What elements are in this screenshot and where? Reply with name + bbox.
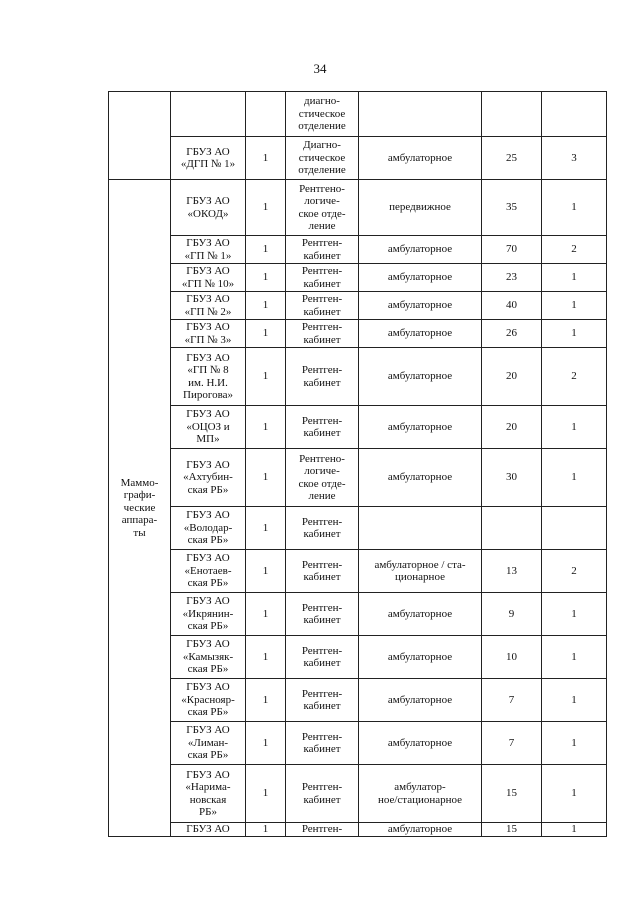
subdivision-cell-text: Рентген- кабинет — [301, 515, 343, 540]
subdivision-cell-text: Рентген- кабинет — [301, 687, 343, 712]
table-row — [109, 679, 607, 722]
subdivision-cell-text: Диагно- стическое отделение — [298, 139, 346, 177]
service-type-cell — [359, 320, 482, 348]
subdivision-cell-text: Рентгено- логиче- ское отде- ление — [298, 182, 346, 232]
qty-cell-text: 1 — [262, 471, 269, 484]
count-cell-text: 1 — [571, 736, 577, 749]
service-type-cell — [359, 679, 482, 722]
qty-cell — [246, 823, 286, 837]
table-row — [109, 765, 607, 823]
count-cell — [542, 264, 607, 292]
org-cell — [171, 722, 246, 765]
count-cell-text: 1 — [571, 271, 577, 284]
service-type-cell-text: амбулаторное — [387, 151, 453, 164]
subdivision-cell — [286, 679, 359, 722]
qty-cell-text: 1 — [262, 151, 269, 164]
service-type-cell-text: амбулаторное — [387, 271, 453, 284]
table-row — [109, 137, 607, 180]
org-cell-text: ГБУЗ АО «Икрянин- ская РБ» — [182, 595, 234, 633]
service-type-cell — [359, 593, 482, 636]
table-row — [109, 236, 607, 264]
count-cell-text: 3 — [571, 151, 577, 164]
org-cell-text: ГБУЗ АО «Енотаев- ская РБ» — [184, 552, 232, 590]
org-cell — [171, 823, 246, 837]
subdivision-cell-text: Рентген- кабинет — [301, 601, 343, 626]
qty-cell — [246, 765, 286, 823]
blank-category-cell — [109, 92, 171, 180]
org-cell-text: ГБУЗ АО «ГП № 1» — [184, 237, 232, 262]
org-cell — [171, 292, 246, 320]
load-cell-text: 13 — [506, 564, 517, 577]
service-type-cell-text: амбулаторное — [387, 650, 453, 663]
qty-cell — [246, 550, 286, 593]
count-cell — [542, 823, 607, 837]
count-cell-text: 1 — [571, 693, 577, 706]
subdivision-cell — [286, 765, 359, 823]
org-cell-text: ГБУЗ АО «ГП № 8 им. Н.И. Пирогова» — [183, 351, 233, 401]
subdivision-cell-text: диагно- стическое отделение — [298, 95, 346, 133]
count-cell — [542, 320, 607, 348]
qty-cell-text: 1 — [262, 327, 269, 340]
org-cell — [171, 449, 246, 507]
count-cell — [542, 236, 607, 264]
load-cell-text: 7 — [508, 693, 515, 706]
service-type-cell-text: амбулаторное — [387, 471, 453, 484]
table-row — [109, 92, 607, 137]
count-cell-text: 1 — [571, 607, 577, 620]
count-cell — [542, 507, 607, 550]
load-cell — [482, 550, 542, 593]
org-cell-text: ГБУЗ АО «Ахтубин- ская РБ» — [183, 458, 233, 496]
count-cell — [542, 765, 607, 823]
org-cell-text: ГБУЗ АО «Камызяк- ская РБ» — [182, 638, 234, 676]
service-type-cell-text: амбулаторное — [387, 420, 453, 433]
org-cell-text: ГБУЗ АО «ОКОД» — [186, 195, 230, 220]
qty-cell — [246, 264, 286, 292]
subdivision-cell — [286, 292, 359, 320]
count-cell — [542, 679, 607, 722]
qty-cell — [246, 236, 286, 264]
subdivision-cell-text: Рентген- кабинет — [301, 730, 343, 755]
subdivision-cell — [286, 406, 359, 449]
org-cell-text: ГБУЗ АО «ГП № 2» — [184, 293, 232, 318]
count-cell-text: 1 — [571, 327, 577, 340]
load-cell — [482, 636, 542, 679]
org-cell — [171, 507, 246, 550]
load-cell — [482, 137, 542, 180]
subdivision-cell — [286, 636, 359, 679]
load-cell-text: 7 — [508, 736, 515, 749]
equipment-table — [108, 91, 607, 837]
category-cell — [109, 180, 171, 837]
qty-cell-text: 1 — [262, 243, 269, 256]
service-type-cell — [359, 722, 482, 765]
qty-cell-text: 1 — [262, 736, 269, 749]
table-row — [109, 320, 607, 348]
org-cell — [171, 180, 246, 236]
table-row — [109, 264, 607, 292]
subdivision-cell — [286, 236, 359, 264]
count-cell-text: 2 — [571, 243, 577, 256]
service-type-cell — [359, 292, 482, 320]
table-row — [109, 823, 607, 837]
count-cell-text: 1 — [571, 201, 577, 214]
org-cell-text: ГБУЗ АО «ГП № 10» — [181, 265, 235, 290]
service-type-cell-text: амбулаторное — [387, 823, 453, 836]
table-row — [109, 722, 607, 765]
load-cell — [482, 292, 542, 320]
service-type-cell — [359, 180, 482, 236]
count-cell — [542, 406, 607, 449]
subdivision-cell — [286, 348, 359, 406]
load-cell — [482, 765, 542, 823]
count-cell — [542, 449, 607, 507]
subdivision-cell-text: Рентген- кабинет — [301, 364, 343, 389]
qty-cell-text: 1 — [262, 787, 269, 800]
table-row — [109, 593, 607, 636]
org-cell — [171, 348, 246, 406]
count-cell — [542, 292, 607, 320]
org-cell-text: ГБУЗ АО «Лиман- ская РБ» — [186, 724, 230, 762]
load-cell-text: 20 — [506, 370, 517, 383]
qty-cell-text: 1 — [262, 521, 269, 534]
count-cell — [542, 550, 607, 593]
count-cell-text: 1 — [571, 823, 577, 836]
org-cell — [171, 593, 246, 636]
qty-cell — [246, 292, 286, 320]
subdivision-cell — [286, 137, 359, 180]
service-type-cell — [359, 823, 482, 837]
load-cell-text: 40 — [506, 299, 517, 312]
subdivision-cell — [286, 264, 359, 292]
table-row — [109, 550, 607, 593]
org-cell-text: ГБУЗ АО «Краснояр- ская РБ» — [181, 681, 235, 719]
table-row — [109, 180, 607, 236]
qty-cell-text: 1 — [262, 370, 269, 383]
qty-cell-text: 1 — [262, 607, 269, 620]
table-row — [109, 292, 607, 320]
subdivision-cell — [286, 449, 359, 507]
subdivision-cell-text: Рентген- кабинет — [301, 293, 343, 318]
service-type-cell-text: передвижное — [389, 201, 451, 214]
table-row — [109, 406, 607, 449]
qty-cell — [246, 348, 286, 406]
qty-cell — [246, 722, 286, 765]
service-type-cell — [359, 348, 482, 406]
service-type-cell — [359, 507, 482, 550]
qty-cell — [246, 137, 286, 180]
load-cell-text: 9 — [508, 607, 515, 620]
service-type-cell-text: амбулаторное — [387, 243, 453, 256]
service-type-cell — [359, 406, 482, 449]
org-cell — [171, 765, 246, 823]
subdivision-cell-text: Рентген- кабинет — [301, 414, 343, 439]
service-type-cell-text: амбулаторное — [387, 299, 453, 312]
org-cell-text: ГБУЗ АО «Нарима- новская РБ» — [185, 768, 231, 818]
load-cell — [482, 593, 542, 636]
subdivision-cell-text: Рентген- кабинет — [301, 321, 343, 346]
load-cell-text: 10 — [506, 650, 517, 663]
qty-cell — [246, 507, 286, 550]
count-cell-text: 1 — [571, 650, 577, 663]
subdivision-cell-text: Рентген- — [301, 823, 343, 836]
load-cell-text: 15 — [506, 823, 517, 836]
org-cell-text: ГБУЗ АО «Володар- ская РБ» — [183, 509, 233, 547]
subdivision-cell-text: Рентген- кабинет — [301, 237, 343, 262]
service-type-cell-text: амбулаторное — [387, 327, 453, 340]
count-cell-text: 1 — [571, 471, 577, 484]
load-cell-text: 35 — [506, 201, 517, 214]
count-cell — [542, 722, 607, 765]
service-type-cell-text: амбулаторное — [387, 736, 453, 749]
service-type-cell — [359, 137, 482, 180]
service-type-cell-text: амбулаторное — [387, 370, 453, 383]
load-cell-text: 30 — [506, 471, 517, 484]
qty-cell — [246, 406, 286, 449]
service-type-cell-text: амбулаторное / ста- ционарное — [374, 558, 466, 583]
load-cell — [482, 320, 542, 348]
service-type-cell — [359, 449, 482, 507]
load-cell-text: 15 — [506, 787, 517, 800]
org-cell — [171, 550, 246, 593]
org-cell — [171, 679, 246, 722]
load-cell — [482, 264, 542, 292]
service-type-cell — [359, 765, 482, 823]
count-cell — [542, 348, 607, 406]
category-label: Маммо- графи- ческие аппара- ты — [120, 476, 159, 539]
org-cell — [171, 320, 246, 348]
table-row — [109, 348, 607, 406]
load-cell — [482, 348, 542, 406]
service-type-cell — [359, 236, 482, 264]
org-cell — [171, 264, 246, 292]
service-type-cell-text: амбулатор- ное/стационарное — [377, 781, 463, 806]
org-cell-text: ГБУЗ АО «ДГП № 1» — [180, 145, 236, 170]
subdivision-cell-text: Рентгено- логиче- ское отде- ление — [298, 452, 346, 502]
org-cell-text: ГБУЗ АО «ГП № 3» — [184, 321, 232, 346]
load-cell-text: 25 — [506, 151, 517, 164]
load-cell-text: 23 — [506, 271, 517, 284]
subdivision-cell — [286, 320, 359, 348]
load-cell — [482, 823, 542, 837]
qty-cell-text: 1 — [262, 564, 269, 577]
table-row — [109, 449, 607, 507]
table-row — [109, 507, 607, 550]
service-type-cell-text: амбулаторное — [387, 607, 453, 620]
count-cell-text: 1 — [571, 787, 577, 800]
service-type-cell — [359, 636, 482, 679]
count-cell — [542, 636, 607, 679]
org-cell — [171, 236, 246, 264]
subdivision-cell — [286, 180, 359, 236]
load-cell — [482, 180, 542, 236]
subdivision-cell — [286, 722, 359, 765]
load-cell-text: 70 — [506, 243, 517, 256]
page-number: 34 — [313, 61, 327, 76]
qty-cell — [246, 180, 286, 236]
service-type-cell — [359, 550, 482, 593]
org-cell — [171, 137, 246, 180]
load-cell — [482, 449, 542, 507]
qty-cell-text: 1 — [262, 299, 269, 312]
org-cell — [171, 406, 246, 449]
qty-cell-text: 1 — [262, 650, 269, 663]
subdivision-cell — [286, 823, 359, 837]
load-cell-text: 26 — [506, 327, 517, 340]
qty-cell — [246, 636, 286, 679]
count-cell-text: 2 — [571, 564, 577, 577]
load-cell — [482, 679, 542, 722]
count-cell — [542, 180, 607, 236]
service-type-cell — [359, 92, 482, 137]
service-type-cell — [359, 264, 482, 292]
qty-cell-text: 1 — [262, 823, 269, 836]
load-cell-text: 20 — [506, 420, 517, 433]
org-cell-text: ГБУЗ АО — [186, 823, 230, 836]
qty-cell — [246, 449, 286, 507]
load-cell — [482, 236, 542, 264]
count-cell-text: 1 — [571, 299, 577, 312]
subdivision-cell-text: Рентген- кабинет — [301, 781, 343, 806]
subdivision-cell-text: Рентген- кабинет — [301, 644, 343, 669]
table-row — [109, 636, 607, 679]
subdivision-cell — [286, 593, 359, 636]
qty-cell-text: 1 — [262, 271, 269, 284]
load-cell — [482, 507, 542, 550]
org-cell — [171, 636, 246, 679]
subdivision-cell — [286, 507, 359, 550]
subdivision-cell-text: Рентген- кабинет — [301, 558, 343, 583]
count-cell-text: 1 — [571, 420, 577, 433]
count-cell — [542, 593, 607, 636]
org-cell — [171, 92, 246, 137]
qty-cell — [246, 593, 286, 636]
subdivision-cell — [286, 550, 359, 593]
qty-cell-text: 1 — [262, 420, 269, 433]
qty-cell — [246, 92, 286, 137]
org-cell-text: ГБУЗ АО «ОЦОЗ и МП» — [186, 408, 230, 446]
load-cell — [482, 92, 542, 137]
count-cell — [542, 137, 607, 180]
subdivision-cell-text: Рентген- кабинет — [301, 265, 343, 290]
qty-cell-text: 1 — [262, 693, 269, 706]
qty-cell — [246, 320, 286, 348]
load-cell — [482, 406, 542, 449]
qty-cell — [246, 679, 286, 722]
qty-cell-text: 1 — [262, 201, 269, 214]
count-cell-text: 2 — [571, 370, 577, 383]
count-cell — [542, 92, 607, 137]
subdivision-cell — [286, 92, 359, 137]
load-cell — [482, 722, 542, 765]
service-type-cell-text: амбулаторное — [387, 693, 453, 706]
